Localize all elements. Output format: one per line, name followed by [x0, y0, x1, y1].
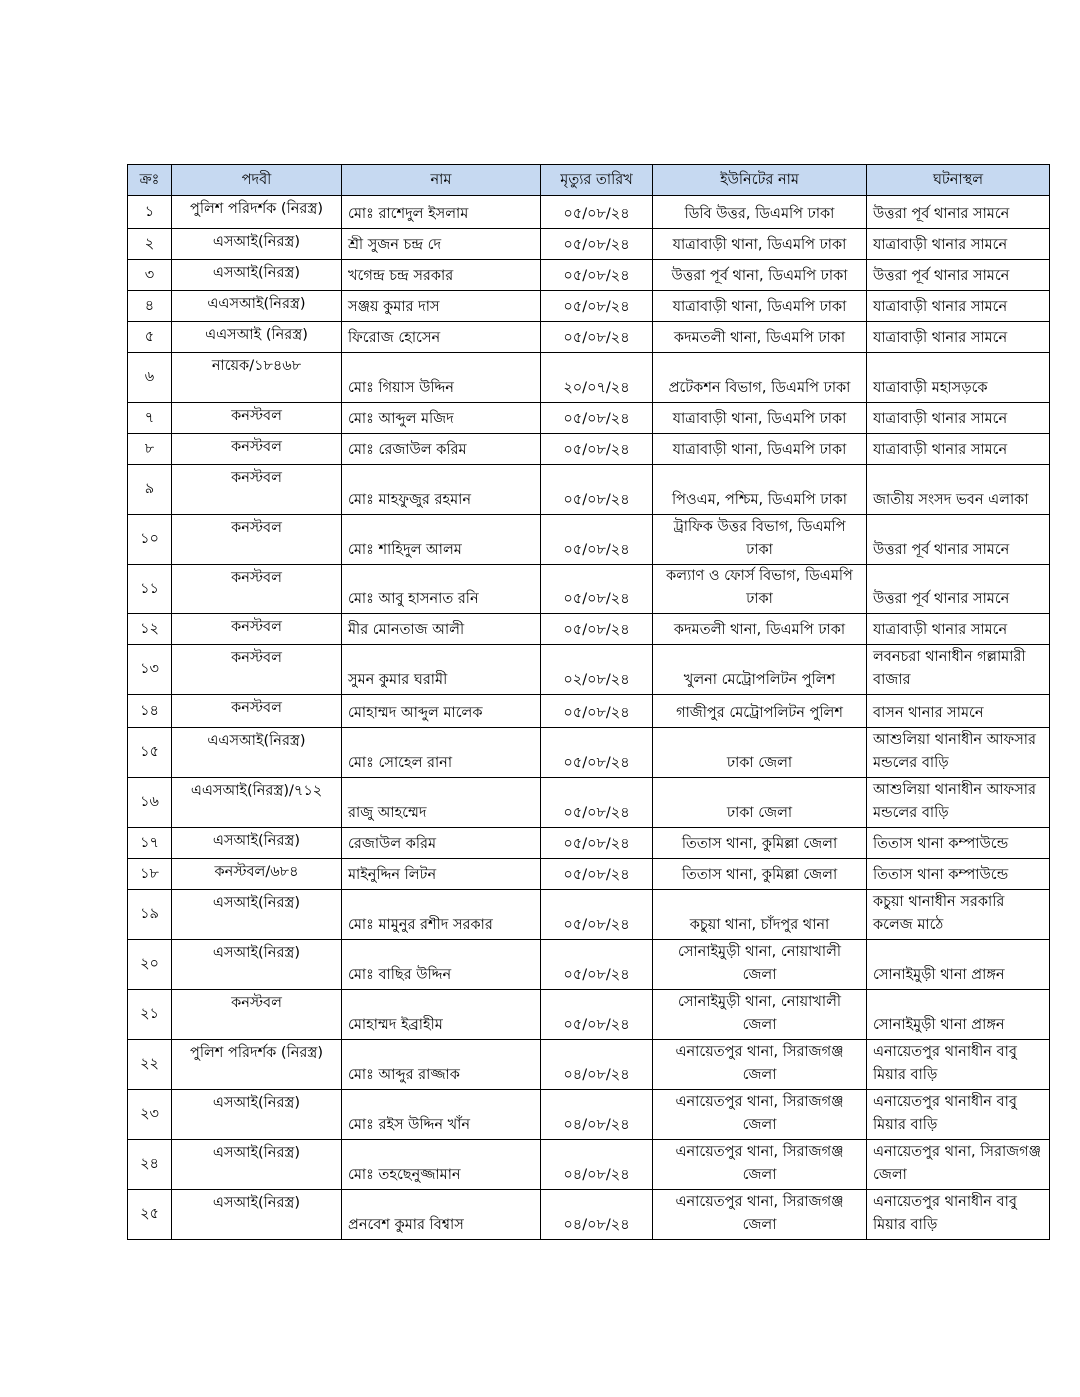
place-cell: এনায়েতপুর থানাধীন বাবু মিয়ার বাড়ি	[867, 1190, 1050, 1240]
name-cell: প্রনবেশ কুমার বিশ্বাস	[342, 1190, 541, 1240]
death-date-cell: ০৪/০৮/২৪	[541, 1040, 653, 1090]
rank-cell: এসআই(নিরস্ত্র)	[172, 828, 342, 859]
death-date-cell: ০৫/০৮/২৪	[541, 465, 653, 515]
unit-cell: এনায়েতপুর থানা, সিরাজগঞ্জ জেলা	[653, 1090, 867, 1140]
unit-cell: তিতাস থানা, কুমিল্লা জেলা	[653, 828, 867, 859]
place-cell: এনায়েতপুর থানাধীন বাবু মিয়ার বাড়ি	[867, 1040, 1050, 1090]
death-date-cell: ০৫/০৮/২৪	[541, 940, 653, 990]
serial-cell: ১৪	[128, 695, 172, 728]
rank-cell: এসআই(নিরস্ত্র)	[172, 890, 342, 940]
serial-cell: ২৪	[128, 1140, 172, 1190]
rank-cell: কনস্টবল/৬৮৪	[172, 859, 342, 890]
death-date-cell: ০৫/০৮/২৪	[541, 403, 653, 434]
unit-cell: সোনাইমুড়ী থানা, নোয়াখালী জেলা	[653, 940, 867, 990]
place-cell: তিতাস থানা কম্পাউন্ডে	[867, 828, 1050, 859]
header-serial: ক্রঃ	[128, 165, 172, 196]
unit-cell: ঢাকা জেলা	[653, 778, 867, 828]
name-cell: ফিরোজ হোসেন	[342, 322, 541, 353]
place-cell: সোনাইমুড়ী থানা প্রাঙ্গন	[867, 940, 1050, 990]
serial-cell: ৮	[128, 434, 172, 465]
name-cell: মোঃ মাহফুজুর রহমান	[342, 465, 541, 515]
rank-cell: কনস্টবল	[172, 403, 342, 434]
table-row	[128, 515, 1050, 565]
unit-cell: সোনাইমুড়ী থানা, নোয়াখালী জেলা	[653, 990, 867, 1040]
place-cell: যাত্রাবাড়ী থানার সামনে	[867, 229, 1050, 260]
header-death-date: মৃত্যুর তারিখ	[541, 165, 653, 196]
unit-cell: ঢাকা জেলা	[653, 728, 867, 778]
serial-cell: ১৯	[128, 890, 172, 940]
serial-cell: ১৫	[128, 728, 172, 778]
serial-cell: ২০	[128, 940, 172, 990]
unit-cell: পিওএম, পশ্চিম, ডিএমপি ঢাকা	[653, 465, 867, 515]
name-cell: মোঃ বাছির উদ্দিন	[342, 940, 541, 990]
serial-cell: ২২	[128, 1040, 172, 1090]
name-cell: মোঃ তহছেনুজ্জামান	[342, 1140, 541, 1190]
table-row	[128, 291, 1050, 322]
serial-cell: ৯	[128, 465, 172, 515]
serial-cell: ১২	[128, 614, 172, 645]
rank-cell: এসআই(নিরস্ত্র)	[172, 229, 342, 260]
place-cell: বাসন থানার সামনে	[867, 695, 1050, 728]
death-date-cell: ০২/০৮/২৪	[541, 645, 653, 695]
unit-cell: ডিবি উত্তর, ডিএমপি ঢাকা	[653, 196, 867, 229]
place-cell: যাত্রাবাড়ী মহাসড়কে	[867, 353, 1050, 403]
unit-cell: যাত্রাবাড়ী থানা, ডিএমপি ঢাকা	[653, 434, 867, 465]
place-cell: যাত্রাবাড়ী থানার সামনে	[867, 434, 1050, 465]
place-cell: যাত্রাবাড়ী থানার সামনে	[867, 614, 1050, 645]
unit-cell: উত্তরা পূর্ব থানা, ডিএমপি ঢাকা	[653, 260, 867, 291]
table-row	[128, 322, 1050, 353]
unit-cell: এনায়েতপুর থানা, সিরাজগঞ্জ জেলা	[653, 1140, 867, 1190]
serial-cell: ১	[128, 196, 172, 229]
table-row	[128, 828, 1050, 859]
death-date-cell: ০৪/০৮/২৪	[541, 1090, 653, 1140]
unit-cell: এনায়েতপুর থানা, সিরাজগঞ্জ জেলা	[653, 1040, 867, 1090]
serial-cell: ২	[128, 229, 172, 260]
name-cell: মোঃ আব্দুল মজিদ	[342, 403, 541, 434]
table-row	[128, 403, 1050, 434]
header-rank: পদবী	[172, 165, 342, 196]
name-cell: মোঃ সোহেল রানা	[342, 728, 541, 778]
table-row	[128, 1040, 1050, 1090]
name-cell: মোঃ রইস উদ্দিন খাঁন	[342, 1090, 541, 1140]
rank-cell: কনস্টবল	[172, 614, 342, 645]
place-cell: যাত্রাবাড়ী থানার সামনে	[867, 291, 1050, 322]
death-date-cell: ০৫/০৮/২৪	[541, 728, 653, 778]
rank-cell: এএসআই(নিরস্ত্র)	[172, 728, 342, 778]
rank-cell: নায়েক/১৮৪৬৮	[172, 353, 342, 403]
table-row	[128, 940, 1050, 990]
death-date-cell: ০৫/০৮/২৪	[541, 695, 653, 728]
death-date-cell: ০৪/০৮/২৪	[541, 1190, 653, 1240]
table-row	[128, 260, 1050, 291]
place-cell: উত্তরা পূর্ব থানার সামনে	[867, 565, 1050, 614]
death-date-cell: ০৫/০৮/২৪	[541, 990, 653, 1040]
unit-cell: কদমতলী থানা, ডিএমপি ঢাকা	[653, 614, 867, 645]
table-row	[128, 1090, 1050, 1140]
unit-cell: কচুয়া থানা, চাঁদপুর থানা	[653, 890, 867, 940]
death-date-cell: ০৫/০৮/২৪	[541, 229, 653, 260]
table-row	[128, 695, 1050, 728]
unit-cell: কল্যাণ ও ফোর্স বিভাগ, ডিএমপি ঢাকা	[653, 565, 867, 614]
unit-cell: যাত্রাবাড়ী থানা, ডিএমপি ঢাকা	[653, 291, 867, 322]
rank-cell: কনস্টবল	[172, 515, 342, 565]
unit-cell: যাত্রাবাড়ী থানা, ডিএমপি ঢাকা	[653, 403, 867, 434]
serial-cell: ২১	[128, 990, 172, 1040]
name-cell: মোহাম্মদ আব্দুল মালেক	[342, 695, 541, 728]
serial-cell: ১৮	[128, 859, 172, 890]
rank-cell: এএসআই (নিরস্ত্র)	[172, 322, 342, 353]
rank-cell: পুলিশ পরিদর্শক (নিরস্ত্র)	[172, 1040, 342, 1090]
place-cell: লবনচরা থানাধীন গল্লামারী বাজার	[867, 645, 1050, 695]
serial-cell: ৪	[128, 291, 172, 322]
death-date-cell: ০৫/০৮/২৪	[541, 859, 653, 890]
place-cell: এনায়েতপুর থানা, সিরাজগঞ্জ জেলা	[867, 1140, 1050, 1190]
place-cell: কচুয়া থানাধীন সরকারি কলেজ মাঠে	[867, 890, 1050, 940]
rank-cell: এসআই(নিরস্ত্র)	[172, 1090, 342, 1140]
death-date-cell: ২০/০৭/২৪	[541, 353, 653, 403]
death-date-cell: ০৫/০৮/২৪	[541, 828, 653, 859]
header-unit: ইউনিটের নাম	[653, 165, 867, 196]
rank-cell: এসআই(নিরস্ত্র)	[172, 1190, 342, 1240]
place-cell: উত্তরা পূর্ব থানার সামনে	[867, 515, 1050, 565]
serial-cell: ৭	[128, 403, 172, 434]
rank-cell: এসআই(নিরস্ত্র)	[172, 260, 342, 291]
place-cell: উত্তরা পূর্ব থানার সামনে	[867, 196, 1050, 229]
table-row	[128, 565, 1050, 614]
unit-cell: প্রটেকশন বিভাগ, ডিএমপি ঢাকা	[653, 353, 867, 403]
rank-cell: কনস্টবল	[172, 990, 342, 1040]
death-date-cell: ০৫/০৮/২৪	[541, 515, 653, 565]
serial-cell: ৫	[128, 322, 172, 353]
unit-cell: গাজীপুর মেট্রোপলিটন পুলিশ	[653, 695, 867, 728]
table-row	[128, 614, 1050, 645]
rank-cell: কনস্টবল	[172, 695, 342, 728]
header-name: নাম	[342, 165, 541, 196]
place-cell: আশুলিয়া থানাধীন আফসার মন্ডলের বাড়ি	[867, 778, 1050, 828]
serial-cell: ২৫	[128, 1190, 172, 1240]
unit-cell: তিতাস থানা, কুমিল্লা জেলা	[653, 859, 867, 890]
name-cell: মোঃ আব্দুর রাজ্জাক	[342, 1040, 541, 1090]
serial-cell: ১০	[128, 515, 172, 565]
death-date-cell: ০৫/০৮/২৪	[541, 890, 653, 940]
death-date-cell: ০৫/০৮/২৪	[541, 434, 653, 465]
rank-cell: এসআই(নিরস্ত্র)	[172, 1140, 342, 1190]
table-row	[128, 353, 1050, 403]
name-cell: রেজাউল করিম	[342, 828, 541, 859]
name-cell: মোঃ গিয়াস উদ্দিন	[342, 353, 541, 403]
table-row	[128, 778, 1050, 828]
name-cell: সঞ্জয় কুমার দাস	[342, 291, 541, 322]
table-row	[128, 229, 1050, 260]
table-row	[128, 196, 1050, 229]
casualty-table	[127, 164, 1050, 1240]
death-date-cell: ০৫/০৮/২৪	[541, 260, 653, 291]
death-date-cell: ০৫/০৮/২৪	[541, 196, 653, 229]
place-cell: যাত্রাবাড়ী থানার সামনে	[867, 322, 1050, 353]
serial-cell: ১১	[128, 565, 172, 614]
rank-cell: কনস্টবল	[172, 565, 342, 614]
table-row	[128, 890, 1050, 940]
table-row	[128, 434, 1050, 465]
serial-cell: ৩	[128, 260, 172, 291]
table-row	[128, 465, 1050, 515]
table-row	[128, 645, 1050, 695]
serial-cell: ১৩	[128, 645, 172, 695]
unit-cell: যাত্রাবাড়ী থানা, ডিএমপি ঢাকা	[653, 229, 867, 260]
place-cell: যাত্রাবাড়ী থানার সামনে	[867, 403, 1050, 434]
death-date-cell: ০৫/০৮/২৪	[541, 565, 653, 614]
place-cell: উত্তরা পূর্ব থানার সামনে	[867, 260, 1050, 291]
table-row	[128, 1190, 1050, 1240]
name-cell: মোঃ রেজাউল করিম	[342, 434, 541, 465]
unit-cell: খুলনা মেট্রোপলিটন পুলিশ	[653, 645, 867, 695]
name-cell: মোঃ আবু হাসনাত রনি	[342, 565, 541, 614]
name-cell: মীর মোনতাজ আলী	[342, 614, 541, 645]
name-cell: মোহাম্মদ ইব্রাহীম	[342, 990, 541, 1040]
header-place: ঘটনাস্থল	[867, 165, 1050, 196]
rank-cell: পুলিশ পরিদর্শক (নিরস্ত্র)	[172, 196, 342, 229]
name-cell: মোঃ মামুনুর রশীদ সরকার	[342, 890, 541, 940]
serial-cell: ১৬	[128, 778, 172, 828]
rank-cell: এএসআই(নিরস্ত্র)/৭১২	[172, 778, 342, 828]
death-date-cell: ০৫/০৮/২৪	[541, 291, 653, 322]
death-date-cell: ০৫/০৮/২৪	[541, 322, 653, 353]
name-cell: শ্রী সুজন চন্দ্র দে	[342, 229, 541, 260]
rank-cell: কনস্টবল	[172, 465, 342, 515]
unit-cell: কদমতলী থানা, ডিএমপি ঢাকা	[653, 322, 867, 353]
serial-cell: ২৩	[128, 1090, 172, 1140]
table-row	[128, 1140, 1050, 1190]
name-cell: মোঃ রাশেদুল ইসলাম	[342, 196, 541, 229]
rank-cell: কনস্টবল	[172, 434, 342, 465]
unit-cell: এনায়েতপুর থানা, সিরাজগঞ্জ জেলা	[653, 1190, 867, 1240]
name-cell: খগেন্দ্র চন্দ্র সরকার	[342, 260, 541, 291]
place-cell: সোনাইমুড়ী থানা প্রাঙ্গন	[867, 990, 1050, 1040]
header-row	[128, 165, 1050, 196]
place-cell: আশুলিয়া থানাধীন আফসার মন্ডলের বাড়ি	[867, 728, 1050, 778]
unit-cell: ট্রাফিক উত্তর বিভাগ, ডিএমপি ঢাকা	[653, 515, 867, 565]
place-cell: তিতাস থানা কম্পাউন্ডে	[867, 859, 1050, 890]
death-date-cell: ০৫/০৮/২৪	[541, 614, 653, 645]
serial-cell: ১৭	[128, 828, 172, 859]
table-row	[128, 728, 1050, 778]
rank-cell: এএসআই(নিরস্ত্র)	[172, 291, 342, 322]
name-cell: সুমন কুমার ঘরামী	[342, 645, 541, 695]
death-date-cell: ০৪/০৮/২৪	[541, 1140, 653, 1190]
table-row	[128, 859, 1050, 890]
place-cell: জাতীয় সংসদ ভবন এলাকা	[867, 465, 1050, 515]
name-cell: রাজু আহম্মেদ	[342, 778, 541, 828]
rank-cell: কনস্টবল	[172, 645, 342, 695]
death-date-cell: ০৫/০৮/২৪	[541, 778, 653, 828]
serial-cell: ৬	[128, 353, 172, 403]
name-cell: মাইনুদ্দিন লিটন	[342, 859, 541, 890]
rank-cell: এসআই(নিরস্ত্র)	[172, 940, 342, 990]
place-cell: এনায়েতপুর থানাধীন বাবু মিয়ার বাড়ি	[867, 1090, 1050, 1140]
name-cell: মোঃ শাহিদুল আলম	[342, 515, 541, 565]
table-row	[128, 990, 1050, 1040]
